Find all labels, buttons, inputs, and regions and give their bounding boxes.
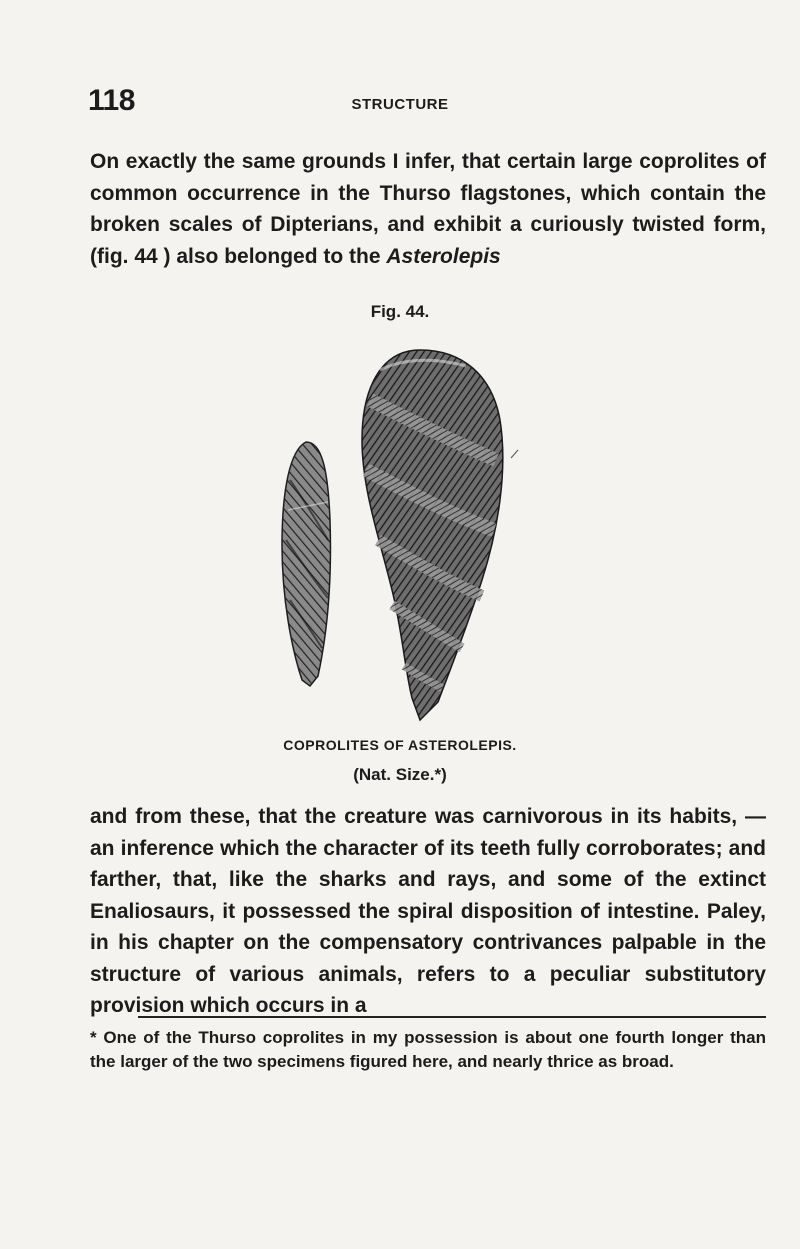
footnote: * One of the Thurso coprolites in my possession is about one fourth longer than the larger of the two specimens figured here, and nearly thrice as broad. xyxy=(90,1028,766,1071)
paragraph-1-text: On exactly the same grounds I infer, that certain large coprolites of common occurrence in the Thurso flagstones, which contain the broken scales of Dipterians, and exhibit a curiously twisted form, (fig. 44 ) also belonged to the xyxy=(90,150,766,268)
page-number: 118 xyxy=(88,84,135,117)
running-head: STRUCTURE xyxy=(351,96,449,113)
figure-label: Fig. 44. xyxy=(370,302,430,321)
small-coprolite xyxy=(282,442,331,686)
figure-size-note: (Nat. Size.*) xyxy=(353,765,447,784)
large-coprolite xyxy=(362,350,503,720)
coprolite-illustration xyxy=(270,330,520,730)
genus-name: Asterolepis xyxy=(386,244,501,268)
paragraph-2: and from these, that the creature was carnivorous in its habits, — an inference which the character of its teeth fully corroborates; and farther, that, like the sharks and rays, and some of the extinct Enaliosaurs, it possessed the spiral disposition of intestine. Paley, in his chapter on the compensatory contrivances palpable in the structure of various animals, refers to a peculiar substitutory provision which occurs in a xyxy=(90,805,766,1017)
footnote-divider xyxy=(138,1016,766,1018)
paragraph-1 xyxy=(90,146,766,272)
stray-mark xyxy=(511,450,518,458)
figure-caption: COPROLITES OF ASTEROLEPIS. xyxy=(283,737,517,753)
